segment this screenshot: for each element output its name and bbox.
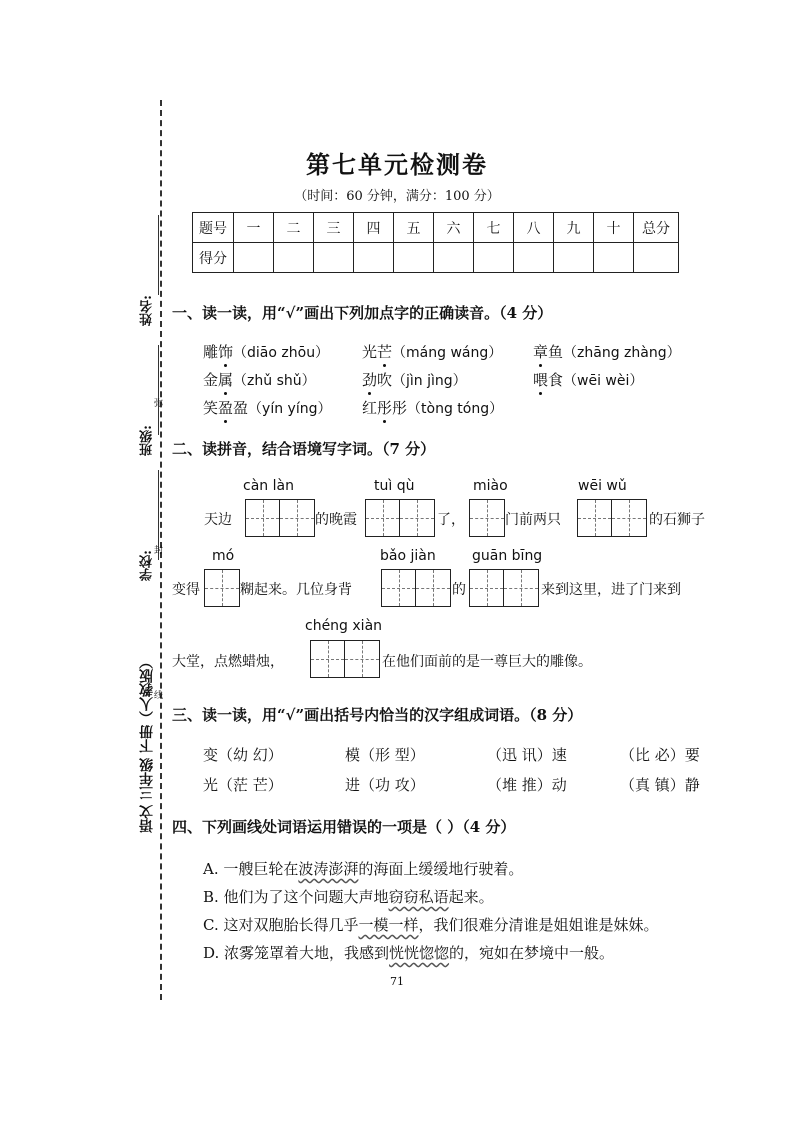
pinyin-canlan: càn làn [243, 478, 294, 494]
pinyin-tuiqu: tuì qù [374, 478, 415, 494]
score-cell: 四 [354, 213, 394, 243]
name-line [158, 215, 159, 295]
q3-item: （堆 推）动 [487, 776, 567, 794]
q4-title: 四、下列画线处词语运用错误的一项是（ ）（4 分） [172, 818, 516, 836]
q2-text-9: 来到这里，进了门来到 [541, 582, 681, 598]
q4-option-a [203, 858, 523, 879]
write-box-tuiqu [365, 499, 435, 537]
q2-text-11: 在他们面前的是一尊巨大的雕像。 [382, 654, 592, 670]
q1-item: 光芒（máng wáng） [362, 343, 503, 361]
q1-item: 喂食（wēi wèi） [533, 371, 644, 389]
option-text: B. 他们为了这个问题大声地 [203, 888, 389, 906]
score-cell: 二 [274, 213, 314, 243]
q3-item: （比 必）要 [620, 746, 700, 764]
score-blank [594, 243, 634, 273]
score-blank [314, 243, 354, 273]
q2-text-5: 的石狮子 [649, 512, 705, 528]
underlined-phrase: 波涛澎湃 [298, 860, 359, 878]
score-table-score-row [193, 243, 679, 273]
score-blank [554, 243, 594, 273]
write-box-baojian [381, 569, 451, 607]
q1-item: 雕饰（diāo zhōu） [203, 343, 330, 361]
q3-item: （迅 讯）速 [487, 746, 567, 764]
q4-option-d [203, 942, 614, 963]
page-number: 71 [390, 975, 404, 988]
q2-text-10: 大堂，点燃蜡烛， [172, 654, 284, 670]
q3-item: 模（形 型） [345, 746, 425, 764]
write-box-chengxian [310, 640, 380, 678]
score-blank [274, 243, 314, 273]
underlined-phrase: 恍恍惚惚 [389, 944, 450, 962]
q2-title: 二、读拼音，结合语境写字词。（7 分） [172, 440, 436, 458]
option-text: D. 浓雾笼罩着大地，我感到 [203, 944, 390, 962]
score-row-label: 得分 [193, 243, 234, 273]
option-text: C. 这对双胞胎长得几乎 [203, 916, 359, 934]
seal-mark-3: 线 [154, 691, 164, 701]
q2-text-3: 了， [437, 512, 465, 528]
q1-item: 红彤彤（tòng tóng） [362, 399, 504, 417]
q2-text-4: 门前两只 [505, 512, 561, 528]
pinyin-weiwu: wēi wǔ [578, 478, 627, 494]
score-cell: 总分 [634, 213, 679, 243]
q3-item: 变（幼 幻） [203, 746, 283, 764]
score-table [192, 212, 679, 273]
write-box-mo [204, 569, 240, 607]
q2-text-2: 的晚霞 [315, 512, 357, 528]
score-blank [434, 243, 474, 273]
q3-item: （真 镇）静 [620, 776, 700, 794]
write-box-miao [469, 499, 505, 537]
q1-item: 金属（zhǔ shǔ） [203, 371, 316, 389]
score-cell: 三 [314, 213, 354, 243]
score-cell: 十 [594, 213, 634, 243]
page-subtitle: （时间：60 分钟，满分：100 分） [294, 189, 500, 204]
q3-title: 三、读一读，用“√”画出括号内恰当的汉字组成词语。（8 分） [172, 706, 583, 724]
q1-title: 一、读一读，用“√”画出下列加点字的正确读音。（4 分） [172, 304, 553, 322]
score-table-header-row [193, 213, 679, 243]
score-blank [394, 243, 434, 273]
option-text: 的海面上缓缓地行驶着。 [358, 860, 524, 878]
option-text: ，我们很难分清谁是姐姐谁是妹妹。 [418, 916, 659, 934]
class-label: 班级: [140, 425, 155, 456]
option-text: A. 一艘巨轮在 [203, 860, 299, 878]
q2-text-8: 的 [452, 582, 466, 598]
underlined-phrase: 窃窃私语 [388, 888, 449, 906]
pinyin-miao: miào [473, 478, 508, 494]
q2-text-1: 天边 [204, 512, 232, 528]
q4-option-b [203, 886, 494, 907]
pinyin-mo: mó [212, 548, 235, 564]
pinyin-guanbing: guān bīng [472, 548, 543, 564]
page-title: 第七单元检测卷 [306, 150, 488, 179]
pinyin-chengxian: chéng xiàn [305, 618, 383, 634]
book-label: 语文 三年级 下册（人教版） [139, 655, 155, 833]
score-cell: 八 [514, 213, 554, 243]
q3-item: 光（茫 芒） [203, 776, 283, 794]
q2-text-6: 变得 [172, 582, 200, 598]
score-blank [634, 243, 679, 273]
pinyin-baojian: bǎo jiàn [380, 548, 436, 564]
option-text: 的，宛如在梦境中一般。 [449, 944, 615, 962]
q3-item: 进（功 攻） [345, 776, 425, 794]
q1-item: 章鱼（zhāng zhàng） [533, 343, 681, 361]
score-blank [234, 243, 274, 273]
score-blank [514, 243, 554, 273]
score-blank [474, 243, 514, 273]
class-line [158, 345, 159, 435]
write-box-canlan [245, 499, 315, 537]
name-label: 姓名: [140, 295, 155, 326]
seal-mark-2: 封 [154, 546, 164, 556]
score-cell: 六 [434, 213, 474, 243]
option-text: 起来。 [448, 888, 494, 906]
underlined-phrase: 一模一样 [358, 916, 419, 934]
write-box-guanbing [469, 569, 539, 607]
score-cell: 题号 [193, 213, 234, 243]
score-blank [354, 243, 394, 273]
score-cell: 七 [474, 213, 514, 243]
school-label: 学校: [140, 550, 155, 581]
q1-item: 笑盈盈（yín yíng） [203, 399, 332, 417]
score-cell: 一 [234, 213, 274, 243]
q2-text-7: 糊起来。几位身背 [240, 582, 352, 598]
write-box-weiwu [577, 499, 647, 537]
q4-option-c [203, 914, 659, 935]
score-cell: 九 [554, 213, 594, 243]
score-cell: 五 [394, 213, 434, 243]
seal-mark-1: 弥 [154, 399, 164, 409]
q1-item: 劲吹（jìn jìng） [362, 371, 467, 389]
